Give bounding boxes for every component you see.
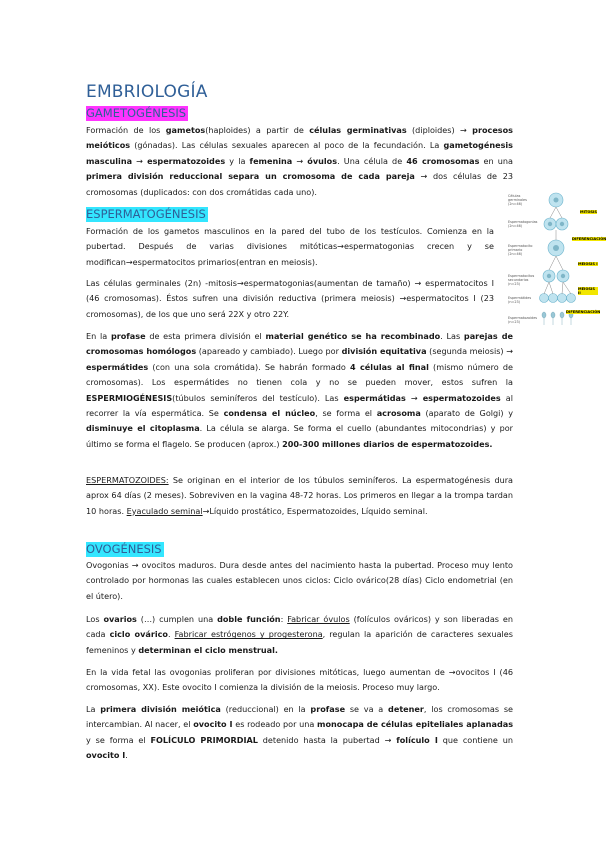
figure-tag-meiosis-2: MEIOSIS II: [578, 287, 598, 295]
figure-tag-diferenciacion: DIFERENCIACIÓN: [572, 237, 606, 241]
figure-tag-mitosis: MITOSIS: [580, 210, 597, 214]
section-heading-espermatogenesis: ESPERMATOGÉNESIS: [86, 207, 206, 221]
paragraph-espermatogenesis-intro: Formación de los gametos masculinos en la pared del tubo de los testículos. Comienza en la pubertad. Después de varias divisiones mitóticas→espermatogonias crecen y se modifican→espermatocitos primarios(entran en meiosis).: [86, 226, 494, 267]
paragraph-espermatozoides: ESPERMATOZOIDES: Se originan en el interior de los túbulos seminíferos. La espermatogénesis dura aprox 64 días (2 meses). Sobreviven en la vagina 48-72 horas. Los primeros en llegar a la trompa tardan 10 horas. Eyaculado seminal→Líquido prostático, Espermatozoides, Líquido seminal.: [86, 475, 513, 516]
paragraph-meiosis-femenina: La primera división meiótica (reduccional) en la profase se va a detener, los cromosomas se intercambian. Al nacer, el ovocito I es rodeado por una monocapa de células epiteliales aplanadas y se forma el FOLÍCULO PRIMORDIAL detenido hasta la pubertad → folículo I que contiene un ovocito I.: [86, 704, 514, 761]
figure-tag-meiosis-1: MEIOSIS I: [578, 262, 598, 266]
figure-label: Espermatocito primario (2n=46): [508, 244, 533, 256]
figure-label: Células germinales (2n=46): [508, 194, 527, 206]
figure-tag-diferenciacion-2: DIFERENCIACIÓN: [566, 310, 601, 314]
page-title: EMBRIOLOGÍA: [86, 82, 208, 102]
paragraph-profase: En la profase de esta primera división el material genético se ha recombinado. Las parejas de cromosomas homólogos (apareado y cambiado). Luego por división equitativa (segunda meiosis) → espermátides (con una sola cromátida). Se habrán formado 4 células al final (mismo número de cromosomas). Los espermátides no tienen cola y no se pueden mover, estos sufren la ESPERMIOGÉNESIS(túbulos seminíferos del testículo). Las espermátidas → espermatozoides al recorrer la vía espermática. Se condensa el núcleo, se forma el acrosoma (aparato de Golgi) y disminuye el citoplasma. La célula se alarga. Se forma el cuello (abundantes mitocondrias) y por último se forma el flagelo. Se producen (aprox.) 200-300 millones diarios de espermatozoides.: [86, 331, 514, 449]
figure-label: Espermatozoides (n=23): [508, 316, 538, 324]
figure-label: Espermatogonias (2n=46): [508, 220, 538, 228]
paragraph-ovarios: Los ovarios (…) cumplen una doble función: Fabricar óvulos (folículos ováricos) y son liberadas en cada ciclo ovárico. Fabricar estrógenos y progesterona, regulan la aparición de caracteres sexuales femeninos y determinan el ciclo menstrual.: [86, 614, 513, 655]
figure-label: Espermatocitos secundarios (n=23): [508, 274, 535, 286]
paragraph-gametogenesis: Formación de los gametos(haploides) a partir de células germinativas (diploides) → procesos meióticos (gónadas). Las células sexuales aparecen al poco de la fecundación. La gametogénesis masculina → espermatozoides y la femenina → óvulos. Una célula de 46 cromosomas en una primera división reduccional separa un cromosoma de cada pareja → dos células de 23 cromosomas (duplicados: con dos cromátidas cada uno).: [86, 125, 514, 197]
paragraph-ovogenesis-intro: Ovogonias → ovocitos maduros. Dura desde antes del nacimiento hasta la pubertad. Proceso muy lento controlado por hormonas las cuales establecen unos ciclos: Ciclo ovárico(28 días) Ciclo endometrial (en el útero).: [86, 560, 513, 601]
paragraph-vida-fetal: En la vida fetal las ovogonias proliferan por divisiones mitóticas, luego aumentan de →ovocitos I (46 cromosomas, XX). Este ovocito I comienza la división de la meiosis. Proceso muy largo.: [86, 667, 513, 693]
paragraph-espermatogonias: Las células germinales (2n) -mitosis→espermatogonias(aumentan de tamaño) → espermatocitos I (46 cromosomas). Éstos sufren una división reductiva (primera meiosis) →espermatocitos I (23 cromosomas), de los que uno será 22X y otro 22Y.: [86, 278, 494, 319]
section-heading-gametogenesis: GAMETOGÉNESIS: [86, 106, 187, 120]
figure-label: Espermátides (n=23): [508, 296, 532, 304]
section-heading-ovogenesis: OVOGÉNESIS: [86, 542, 162, 556]
spermatogenesis-figure: [506, 190, 606, 325]
